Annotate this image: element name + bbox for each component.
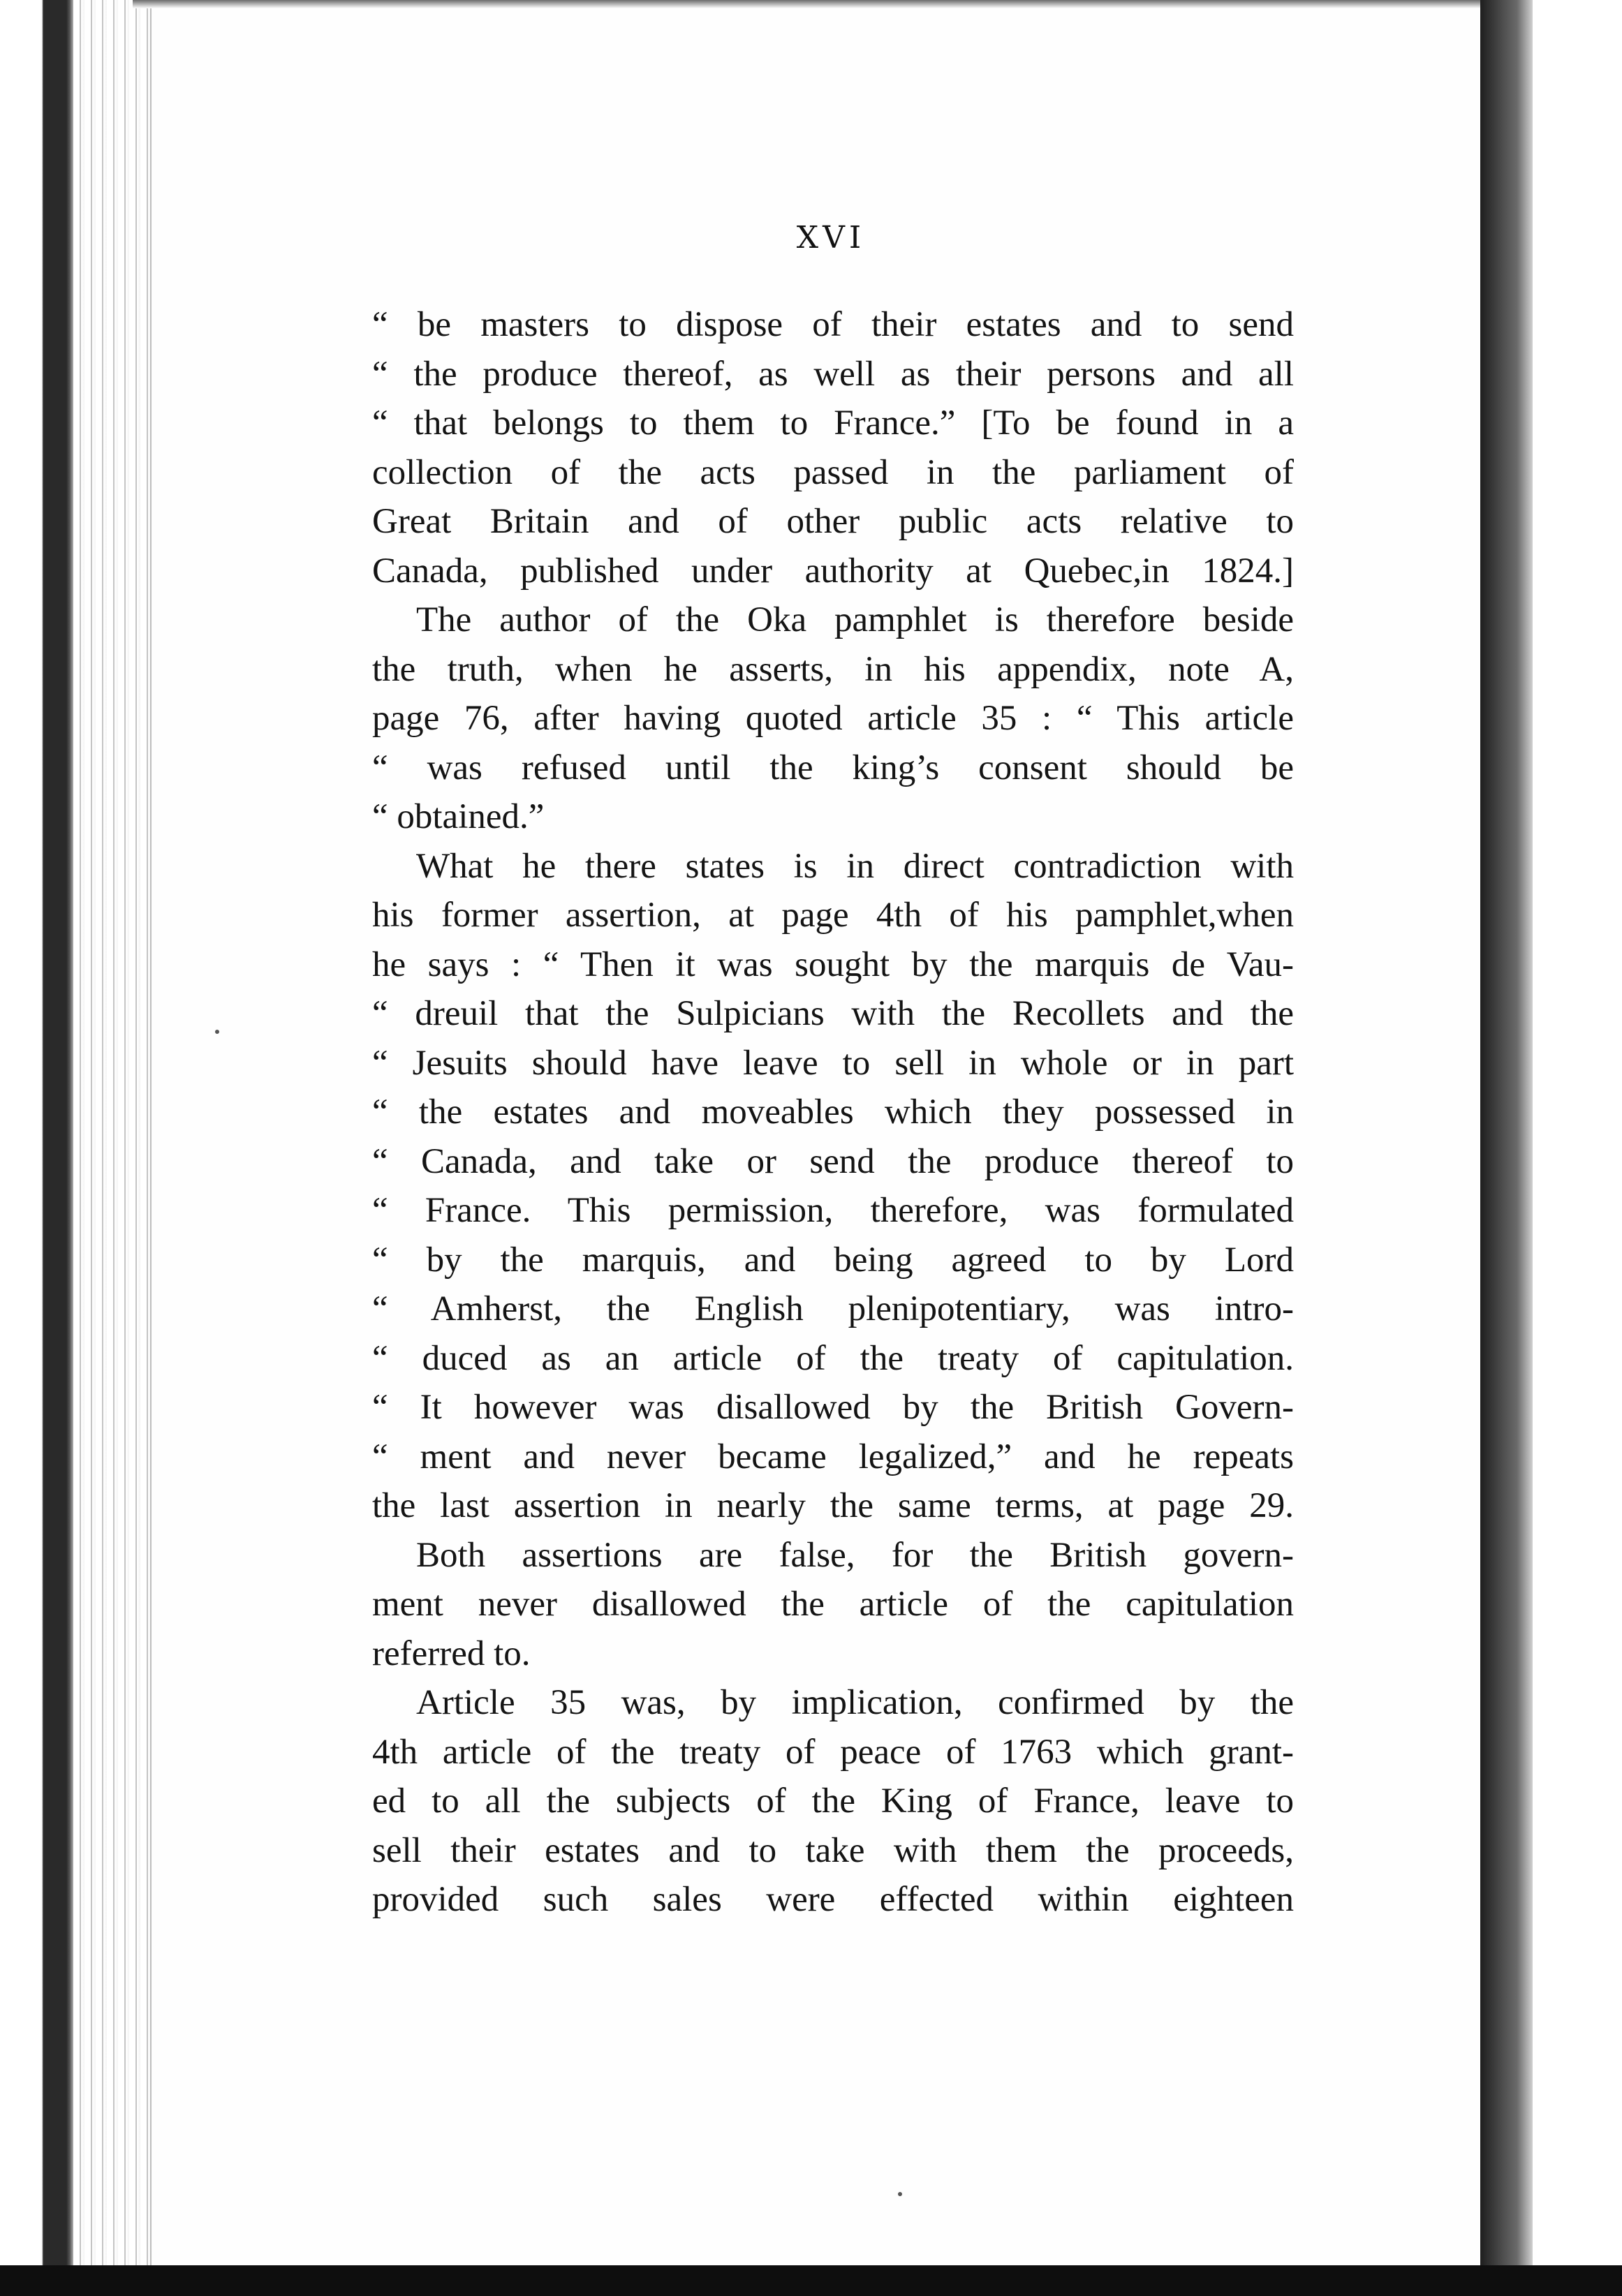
- text-line: “ ment and never became legalized,” and he repeats: [372, 1437, 1294, 1476]
- text-line: Article 35 was, by implication, confirmed by the: [416, 1683, 1294, 1722]
- right-margin: [1533, 0, 1622, 2296]
- text-line: his former assertion, at page 4th of his pamphlet,when: [372, 896, 1294, 935]
- body-text: [372, 300, 1294, 1925]
- text-line: “ Canada, and take or send the produce thereof to: [372, 1141, 1294, 1181]
- text-line: “ was refused until the king’s consent should be: [372, 748, 1294, 787]
- text-line: “ duced as an article of the treaty of capitulation.: [372, 1338, 1294, 1378]
- text-line: “ the produce thereof, as well as their persons and all: [372, 354, 1294, 394]
- text-line: “ France. This permission, therefore, was formulated: [372, 1191, 1294, 1230]
- text-line: “ that belongs to them to France.” [To be found in a: [372, 403, 1294, 443]
- top-shadow: [133, 0, 1487, 8]
- text-line: The author of the Oka pamphlet is therefore beside: [416, 600, 1294, 639]
- text-line: referred to.: [372, 1634, 531, 1673]
- text-line: he says : “ Then it was sought by the marquis de Vau-: [372, 945, 1294, 984]
- bottom-scan-border: [0, 2265, 1622, 2296]
- text-line: “ the estates and moveables which they possessed in: [372, 1093, 1294, 1132]
- text-line: “ obtained.”: [372, 797, 545, 836]
- text-line: sell their estates and to take with them the proceeds,: [372, 1830, 1294, 1870]
- page-number: XVI: [796, 220, 866, 255]
- text-line: “ Jesuits should have leave to sell in whole or in part: [372, 1043, 1294, 1083]
- text-line: What he there states is in direct contradiction with: [416, 846, 1294, 886]
- text-line: Great Britain and of other public acts relative to: [372, 502, 1294, 541]
- text-line: ment never disallowed the article of the capitulation: [372, 1585, 1294, 1624]
- text-line: page 76, after having quoted article 35 : “ This article: [372, 699, 1294, 738]
- text-line: “ by the marquis, and being agreed to by Lord: [372, 1240, 1294, 1280]
- speck: [898, 2192, 902, 2196]
- text-line: Canada, published under authority at Quebec,in 1824.]: [372, 551, 1294, 591]
- right-page-edge: [1480, 0, 1533, 2296]
- text-line: the truth, when he asserts, in his appendix, note A,: [372, 649, 1294, 689]
- text-line: “ be masters to dispose of their estates and to send: [372, 305, 1294, 344]
- text-line: 4th article of the treaty of peace of 1763 which grant-: [372, 1732, 1294, 1772]
- text-line: the last assertion in nearly the same terms, at page 29.: [372, 1486, 1294, 1525]
- text-line: “ Amherst, the English plenipotentiary, was intro-: [372, 1289, 1294, 1328]
- text-line: collection of the acts passed in the parliament of: [372, 452, 1294, 492]
- text-line: ed to all the subjects of the King of France, leave to: [372, 1782, 1294, 1821]
- text-line: “ dreuil that the Sulpicians with the Recollets and the: [372, 994, 1294, 1033]
- text-line: Both assertions are false, for the British govern-: [416, 1535, 1294, 1575]
- text-line: provided such sales were effected within eighteen: [372, 1880, 1294, 1919]
- speck: [215, 1030, 219, 1034]
- text-line: “ It however was disallowed by the British Govern-: [372, 1388, 1294, 1427]
- page-edges: [73, 0, 150, 2296]
